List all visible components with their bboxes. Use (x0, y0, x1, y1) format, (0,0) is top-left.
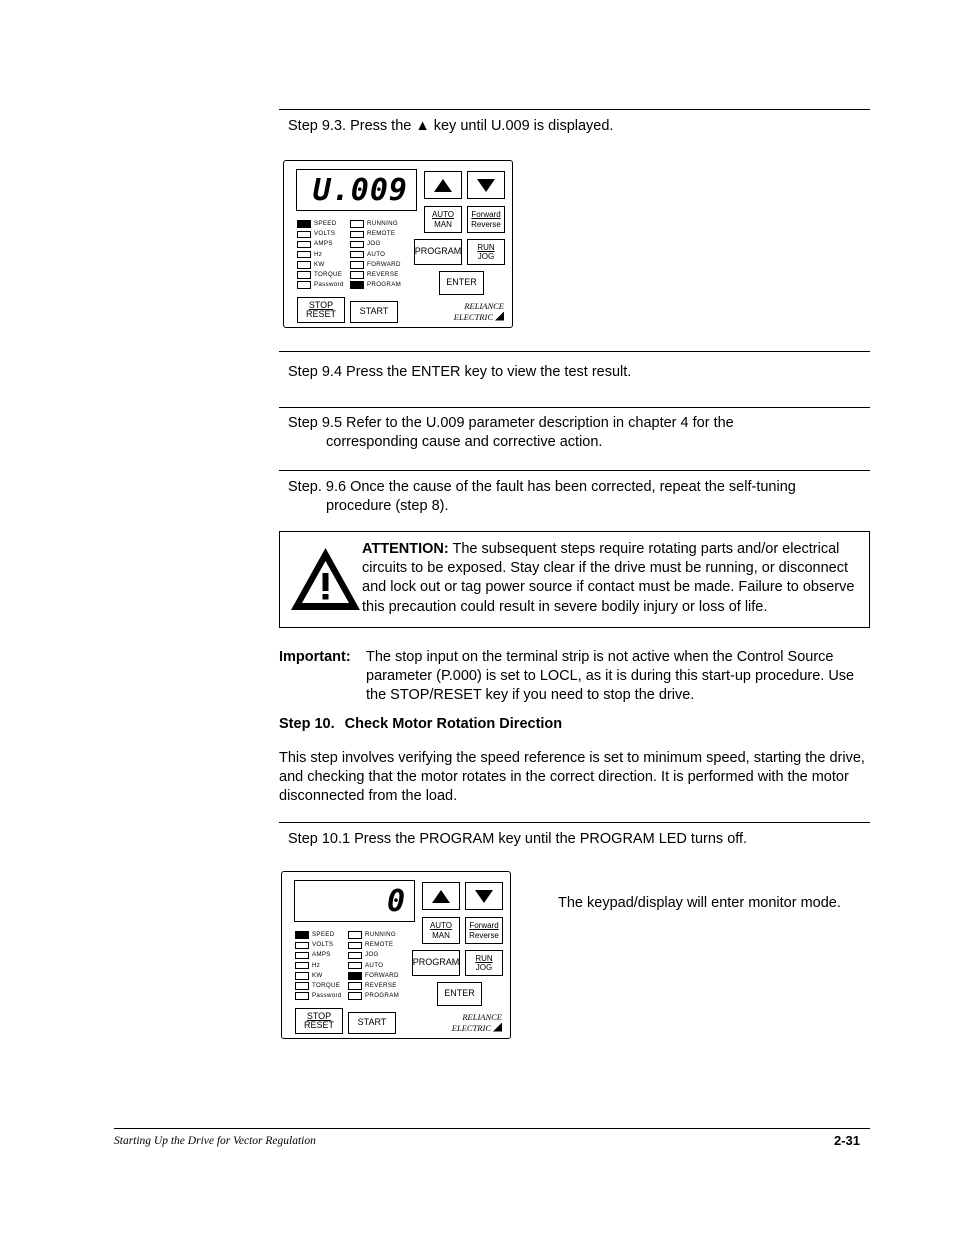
led-label-speed: SPEED (314, 220, 337, 227)
led-label-password: Password (314, 281, 344, 289)
led-label-amps: AMPS (314, 240, 333, 248)
led-item (297, 260, 344, 270)
led-item (348, 950, 399, 960)
step-9-6-text (288, 478, 868, 516)
keypad2-program-label: PROGRAM (412, 957, 460, 968)
led-indicator-password (295, 992, 309, 1000)
led-indicator-forward (350, 261, 364, 269)
led-indicator-speed (297, 220, 311, 228)
led-indicator-running (350, 220, 364, 228)
led-item (297, 270, 344, 280)
led-label-hz: Hz (314, 250, 323, 258)
led-label-auto: AUTO (367, 250, 386, 258)
led-item (295, 991, 342, 1001)
step-9-5-line-2: corresponding cause and corrective action. (326, 434, 603, 450)
up-arrow-icon (432, 890, 450, 903)
step-9-3-text: Step 9.3. Press the ▲ key until U.009 is displayed. (288, 118, 614, 134)
led-indicator-kw (295, 972, 309, 980)
keypad2-stop-label: STOP (306, 1010, 332, 1021)
keypad1-forward-reverse-button[interactable] (467, 206, 505, 233)
keypad2-display (294, 880, 415, 922)
led-item (350, 239, 401, 249)
step-10-heading (279, 715, 870, 734)
keypad1-man-label: MAN (434, 219, 452, 229)
step-10-heading-title: Check Motor Rotation Direction (344, 716, 563, 732)
brand-line-2: ELECTRIC (453, 311, 493, 322)
led-item (295, 981, 342, 991)
warning-triangle-icon (289, 546, 362, 613)
led-label-running: RUNNING (365, 931, 396, 938)
led-indicator-auto (348, 962, 362, 970)
attention-body: The subsequent steps require rotating parts and/or electrical circuits to be exposed. Stay clear if the drive must be running, or disconnect and lock out or tag power source if contact must be made. Failure to observe this precaution could result in severe bodily injury or loss of life. (362, 541, 855, 615)
keypad1-stop-reset-button[interactable] (297, 297, 345, 323)
led-item (297, 229, 344, 239)
keypad1-auto-man-button[interactable] (424, 206, 462, 233)
brand-line-1: RELIANCE (462, 1012, 502, 1022)
keypad1-display (296, 169, 417, 211)
keypad2-auto-man-button[interactable] (422, 917, 460, 944)
led-item (295, 961, 342, 971)
led-label-reverse: REVERSE (365, 981, 397, 989)
step-9-5-text (288, 414, 868, 452)
keypad1-brand-logo (409, 302, 504, 322)
important-body: The stop input on the terminal strip is not active when the Control Source parameter (P.000) is set to LOCL, as it is during this start-up procedure. Use the STOP/RESET key if you need to stop the drive. (366, 649, 855, 704)
down-arrow-icon (477, 179, 495, 192)
important-label: Important: (279, 649, 351, 665)
reliance-logo-icon (493, 1023, 502, 1032)
led-label-amps: AMPS (312, 951, 331, 959)
led-label-reverse: REVERSE (367, 270, 399, 278)
led-label-program: PROGRAM (365, 992, 400, 1000)
keypad1-start-label: START (359, 306, 389, 317)
led-item (350, 270, 401, 280)
keypad2-down-arrow-button[interactable] (465, 882, 503, 910)
brand-line-1: RELIANCE (464, 301, 504, 311)
keypad2-reset-label: RESET (303, 1020, 334, 1030)
keypad1-forward-label: Forward (471, 210, 501, 219)
led-indicator-torque (295, 982, 309, 990)
led-item (295, 950, 342, 960)
led-item (297, 239, 344, 249)
led-indicator-reverse (348, 982, 362, 990)
keypad-display-u009 (283, 160, 513, 328)
keypad2-enter-button[interactable] (437, 982, 482, 1006)
step-9-4-text: Step 9.4 Press the ENTER key to view the test result. (288, 364, 632, 380)
attention-box (279, 531, 870, 628)
led-item (350, 280, 401, 290)
step-10-heading-number: Step 10. (279, 716, 335, 732)
keypad1-auto-label: AUTO (431, 210, 455, 219)
led-indicator-remote (348, 942, 362, 950)
led-indicator-running (348, 931, 362, 939)
led-indicator-volts (297, 231, 311, 239)
keypad1-program-label: PROGRAM (414, 246, 462, 257)
led-label-remote: REMOTE (367, 230, 396, 238)
led-item (297, 280, 344, 290)
rule-top (279, 109, 870, 110)
keypad-display-monitor (281, 871, 511, 1039)
led-label-speed: SPEED (312, 931, 335, 938)
keypad1-reset-label: RESET (305, 309, 336, 319)
up-arrow-icon (434, 179, 452, 192)
keypad2-jog-label: JOG (475, 963, 493, 972)
led-label-hz: Hz (312, 961, 321, 969)
led-item (348, 930, 399, 940)
keypad1-up-arrow-button[interactable] (424, 171, 462, 199)
step-10-body: This step involves verifying the speed reference is set to minimum speed, starting the drive, and checking that the motor rotates in the correct direction. It is performed with the motor disconnected from the load. (279, 750, 865, 804)
brand-line-2: ELECTRIC (451, 1022, 491, 1033)
footer-chapter-title: Starting Up the Drive for Vector Regulation (114, 1135, 316, 1147)
keypad1-run-jog-button[interactable] (467, 239, 505, 265)
step-9-6-line-2: procedure (step 8). (326, 498, 449, 514)
keypad1-enter-button[interactable] (439, 271, 484, 295)
led-indicator-jog (348, 952, 362, 960)
led-label-auto: AUTO (365, 961, 384, 969)
led-indicator-remote (350, 231, 364, 239)
monitor-mode-note: The keypad/display will enter monitor mode. (558, 895, 841, 911)
keypad2-start-button[interactable] (348, 1012, 396, 1034)
rule-below-step-9-4 (279, 407, 870, 408)
rule-below-step-9-5 (279, 470, 870, 471)
down-arrow-icon (475, 890, 493, 903)
led-indicator-program (350, 281, 364, 289)
keypad1-run-label: RUN (477, 242, 495, 252)
led-indicator-program (348, 992, 362, 1000)
step-10-1-text: Step 10.1 Press the PROGRAM key until the PROGRAM LED turns off. (288, 831, 748, 847)
keypad1-program-button[interactable] (414, 239, 462, 265)
keypad2-led-column-left (295, 930, 342, 1001)
led-label-running: RUNNING (367, 220, 398, 227)
step-9-5-line-1: Step 9.5 Refer to the U.009 parameter description in chapter 4 for the (288, 415, 734, 431)
keypad2-run-jog-button[interactable] (465, 950, 503, 976)
led-indicator-amps (297, 241, 311, 249)
keypad2-reverse-label: Reverse (469, 930, 499, 940)
led-item (350, 229, 401, 239)
led-indicator-auto (350, 251, 364, 259)
led-item (348, 961, 399, 971)
attention-text (362, 540, 857, 617)
led-indicator-jog (350, 241, 364, 249)
keypad2-stop-reset-button[interactable] (295, 1008, 343, 1034)
led-item (348, 971, 399, 981)
keypad1-reverse-label: Reverse (471, 219, 501, 229)
led-item (297, 250, 344, 260)
rule-above-step-10-1 (279, 822, 870, 823)
keypad1-down-arrow-button[interactable] (467, 171, 505, 199)
led-item (295, 940, 342, 950)
keypad2-display-value: 0 (386, 883, 406, 919)
keypad1-stop-label: STOP (308, 299, 334, 310)
led-indicator-hz (295, 962, 309, 970)
keypad1-led-column-right (350, 219, 401, 290)
led-item (350, 219, 401, 229)
led-label-jog: JOG (367, 240, 381, 248)
led-indicator-torque (297, 271, 311, 279)
keypad2-auto-label: AUTO (429, 921, 453, 930)
led-indicator-password (297, 281, 311, 289)
led-label-remote: REMOTE (365, 941, 394, 949)
keypad2-forward-label: Forward (469, 921, 499, 930)
keypad2-start-label: START (357, 1017, 387, 1028)
keypad2-man-label: MAN (432, 930, 450, 940)
led-item (348, 991, 399, 1001)
keypad2-led-column-right (348, 930, 399, 1001)
led-label-program: PROGRAM (367, 281, 402, 289)
keypad2-enter-label: ENTER (444, 988, 475, 999)
attention-label: ATTENTION: (362, 541, 449, 557)
keypad2-brand-logo (407, 1013, 502, 1033)
led-label-forward: FORWARD (367, 260, 401, 268)
keypad2-forward-reverse-button[interactable] (465, 917, 503, 944)
led-indicator-kw (297, 261, 311, 269)
led-indicator-forward (348, 972, 362, 980)
led-label-jog: JOG (365, 951, 379, 959)
led-item (348, 981, 399, 991)
keypad2-run-label: RUN (475, 953, 493, 963)
led-label-volts: VOLTS (312, 941, 334, 949)
led-indicator-reverse (350, 271, 364, 279)
led-label-kw: KW (314, 260, 325, 268)
keypad1-enter-label: ENTER (446, 277, 477, 288)
led-label-volts: VOLTS (314, 230, 336, 238)
footer-page-number: 2-31 (834, 1133, 861, 1148)
keypad2-program-button[interactable] (412, 950, 460, 976)
led-item (295, 971, 342, 981)
led-label-forward: FORWARD (365, 971, 399, 979)
reliance-logo-icon (495, 312, 504, 321)
led-item (295, 930, 342, 940)
led-label-kw: KW (312, 971, 323, 979)
keypad2-up-arrow-button[interactable] (422, 882, 460, 910)
keypad1-start-button[interactable] (350, 301, 398, 323)
rule-below-step-9-3 (279, 351, 870, 352)
led-item (348, 940, 399, 950)
led-indicator-volts (295, 942, 309, 950)
led-label-torque: TORQUE (314, 270, 343, 278)
keypad1-display-value: U.009 (312, 172, 408, 208)
step-9-6-line-1: Step. 9.6 Once the cause of the fault has been corrected, repeat the self-tuning (288, 479, 796, 495)
led-item (297, 219, 344, 229)
led-item (350, 260, 401, 270)
led-item (350, 250, 401, 260)
keypad1-jog-label: JOG (477, 252, 495, 261)
led-label-password: Password (312, 992, 342, 1000)
footer-rule (114, 1128, 870, 1129)
led-indicator-speed (295, 931, 309, 939)
led-indicator-hz (297, 251, 311, 259)
keypad1-led-column-left (297, 219, 344, 290)
led-label-torque: TORQUE (312, 981, 341, 989)
led-indicator-amps (295, 952, 309, 960)
